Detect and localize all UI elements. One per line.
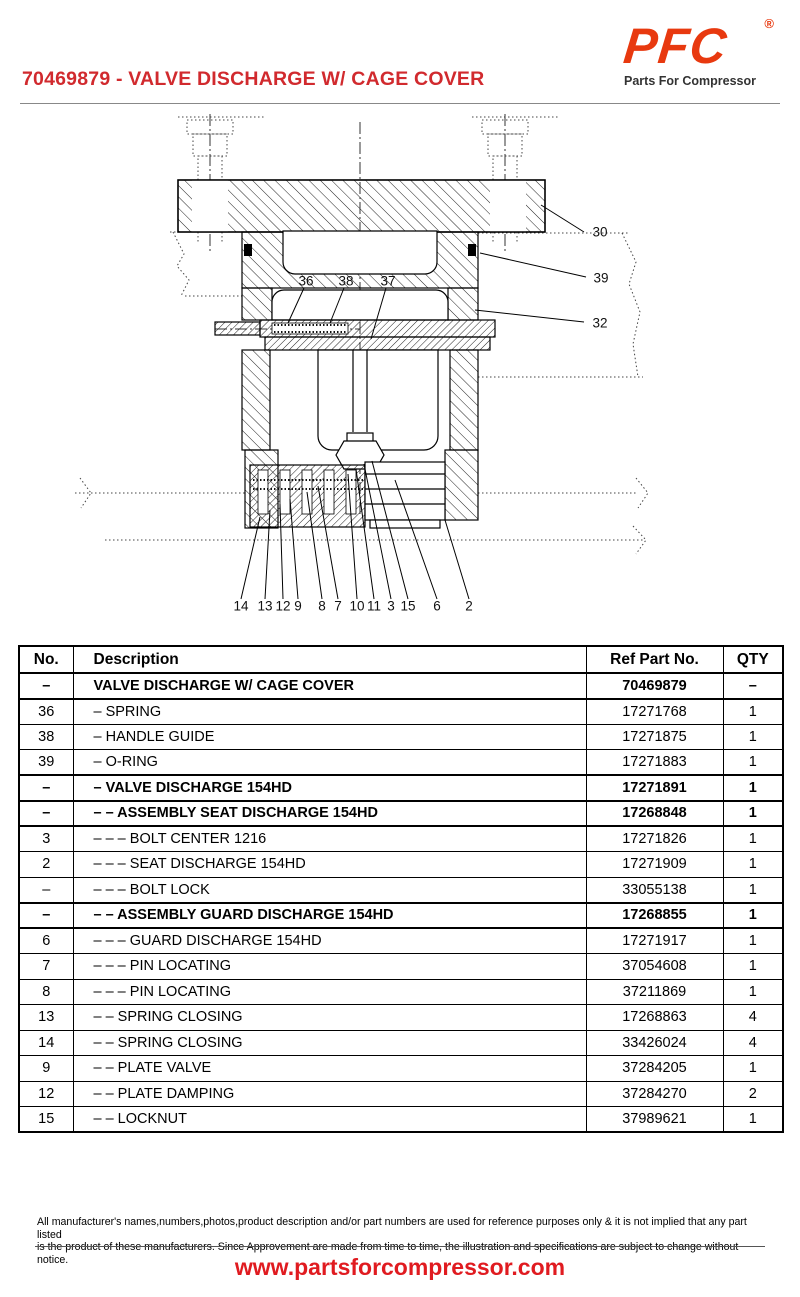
cell-description: – VALVE DISCHARGE 154HD (73, 775, 586, 801)
cell-qty: 1 (723, 801, 783, 827)
table-row (19, 750, 783, 776)
cell-no: 7 (19, 954, 73, 980)
cell-no: 12 (19, 1081, 73, 1107)
cell-qty: 1 (723, 775, 783, 801)
cell-description: – – ASSEMBLY GUARD DISCHARGE 154HD (73, 903, 586, 929)
table-row (19, 673, 783, 699)
cell-qty: 2 (723, 1081, 783, 1107)
cell-qty: 1 (723, 1107, 783, 1133)
diagram-drawing (60, 112, 660, 620)
column-header-description: Description (73, 646, 586, 673)
cell-description: – – PLATE DAMPING (73, 1081, 586, 1107)
table-row (19, 1030, 783, 1056)
cell-description: – – – PIN LOCATING (73, 979, 586, 1005)
cell-qty: 1 (723, 979, 783, 1005)
header-divider (20, 103, 780, 104)
website-link[interactable]: www.partsforcompressor.com (234, 1254, 566, 1280)
cell-description: – – – BOLT LOCK (73, 877, 586, 903)
cell-qty: 1 (723, 699, 783, 725)
callout-39: 39 (593, 270, 609, 286)
cell-no: 39 (19, 750, 73, 776)
cell-qty: 1 (723, 750, 783, 776)
cell-no: 36 (19, 699, 73, 725)
table-row (19, 699, 783, 725)
cell-description: – – – PIN LOCATING (73, 954, 586, 980)
pfc-logo-text: PFC (621, 18, 730, 74)
pfc-logo (621, 16, 780, 88)
table-row (19, 852, 783, 878)
cell-qty: 1 (723, 928, 783, 954)
callout-8: 8 (318, 598, 326, 614)
cell-description: – – SPRING CLOSING (73, 1030, 586, 1056)
callout-15: 15 (400, 598, 416, 614)
footer-divider (35, 1246, 765, 1247)
cell-ref: 17271826 (586, 826, 723, 852)
cell-description: – – – GUARD DISCHARGE 154HD (73, 928, 586, 954)
table-row (19, 724, 783, 750)
cell-qty: 1 (723, 724, 783, 750)
callout-30: 30 (592, 224, 608, 240)
cell-no: – (19, 673, 73, 699)
cell-description: – HANDLE GUIDE (73, 724, 586, 750)
callout-9: 9 (294, 598, 302, 614)
cell-ref: 37284270 (586, 1081, 723, 1107)
cell-description: VALVE DISCHARGE W/ CAGE COVER (73, 673, 586, 699)
cell-description: – – PLATE VALVE (73, 1056, 586, 1082)
callout-36: 36 (298, 273, 314, 289)
cell-description: – – ASSEMBLY SEAT DISCHARGE 154HD (73, 801, 586, 827)
cell-description: – – SPRING CLOSING (73, 1005, 586, 1031)
cell-ref: 70469879 (586, 673, 723, 699)
disclaimer-line-2: is the product of these manufacturers. Since Approvement are made from time to time, the illustration and specifications are subject to change without notice. (37, 1241, 739, 1266)
cell-qty: 4 (723, 1005, 783, 1031)
cell-qty: 1 (723, 852, 783, 878)
cell-no: – (19, 877, 73, 903)
cell-ref: 37211869 (586, 979, 723, 1005)
valve-cross-section-diagram (60, 112, 660, 620)
cell-qty: 1 (723, 826, 783, 852)
callout-2: 2 (465, 598, 473, 614)
callout-3: 3 (387, 598, 395, 614)
callout-10: 10 (349, 598, 365, 614)
cell-qty: 1 (723, 954, 783, 980)
callout-38: 38 (338, 273, 354, 289)
cell-ref: 37284205 (586, 1056, 723, 1082)
cell-description: – – – SEAT DISCHARGE 154HD (73, 852, 586, 878)
cell-qty: 4 (723, 1030, 783, 1056)
disclaimer-line-1: All manufacturer's names,numbers,photos,product description and/or part numbers are used for reference purposes only & it is not implied that any part listed (37, 1216, 747, 1241)
cell-ref: 17268848 (586, 801, 723, 827)
column-header-no: No. (19, 646, 73, 673)
cell-ref: 37054608 (586, 954, 723, 980)
cell-no: 15 (19, 1107, 73, 1133)
cell-qty: 1 (723, 903, 783, 929)
table-row (19, 1056, 783, 1082)
column-header-qty: QTY (723, 646, 783, 673)
cell-ref: 17268855 (586, 903, 723, 929)
table-row (19, 928, 783, 954)
cell-description: – SPRING (73, 699, 586, 725)
cell-ref: 17271917 (586, 928, 723, 954)
table-header-row (19, 646, 783, 673)
table-row (19, 979, 783, 1005)
cell-ref: 17271891 (586, 775, 723, 801)
cell-no: 3 (19, 826, 73, 852)
callout-7: 7 (334, 598, 342, 614)
cell-ref: 17271909 (586, 852, 723, 878)
cell-no: – (19, 801, 73, 827)
callout-6: 6 (433, 598, 441, 614)
callout-37: 37 (380, 273, 396, 289)
cell-no: 14 (19, 1030, 73, 1056)
table-row (19, 1081, 783, 1107)
cell-ref: 17271875 (586, 724, 723, 750)
table-row (19, 775, 783, 801)
cell-no: 13 (19, 1005, 73, 1031)
table-row (19, 877, 783, 903)
table-row (19, 801, 783, 827)
callout-12: 12 (275, 598, 291, 614)
cell-no: 6 (19, 928, 73, 954)
registered-trademark-icon: ® (764, 16, 774, 31)
cell-description: – – – BOLT CENTER 1216 (73, 826, 586, 852)
cell-ref: 33055138 (586, 877, 723, 903)
callout-14: 14 (233, 598, 249, 614)
callout-11: 11 (366, 598, 382, 614)
cell-qty: – (723, 673, 783, 699)
cell-no: 2 (19, 852, 73, 878)
cell-qty: 1 (723, 877, 783, 903)
cell-no: 8 (19, 979, 73, 1005)
table-row (19, 903, 783, 929)
parts-table (18, 645, 784, 1133)
callout-13: 13 (257, 598, 273, 614)
table-row (19, 954, 783, 980)
page-title: 70469879 - VALVE DISCHARGE W/ CAGE COVER (22, 68, 485, 90)
cell-no: – (19, 903, 73, 929)
cell-no: 9 (19, 1056, 73, 1082)
logo-tagline: Parts For Compressor (624, 74, 756, 88)
table-row (19, 826, 783, 852)
table-row (19, 1005, 783, 1031)
cell-description: – – LOCKNUT (73, 1107, 586, 1133)
column-header-ref-part-no: Ref Part No. (586, 646, 723, 673)
callout-32: 32 (592, 315, 608, 331)
cell-description: – O-RING (73, 750, 586, 776)
cell-qty: 1 (723, 1056, 783, 1082)
cell-ref: 37989621 (586, 1107, 723, 1133)
cell-no: 38 (19, 724, 73, 750)
cell-ref: 17268863 (586, 1005, 723, 1031)
cell-ref: 33426024 (586, 1030, 723, 1056)
cell-no: – (19, 775, 73, 801)
cell-ref: 17271883 (586, 750, 723, 776)
cell-ref: 17271768 (586, 699, 723, 725)
table-row (19, 1107, 783, 1133)
